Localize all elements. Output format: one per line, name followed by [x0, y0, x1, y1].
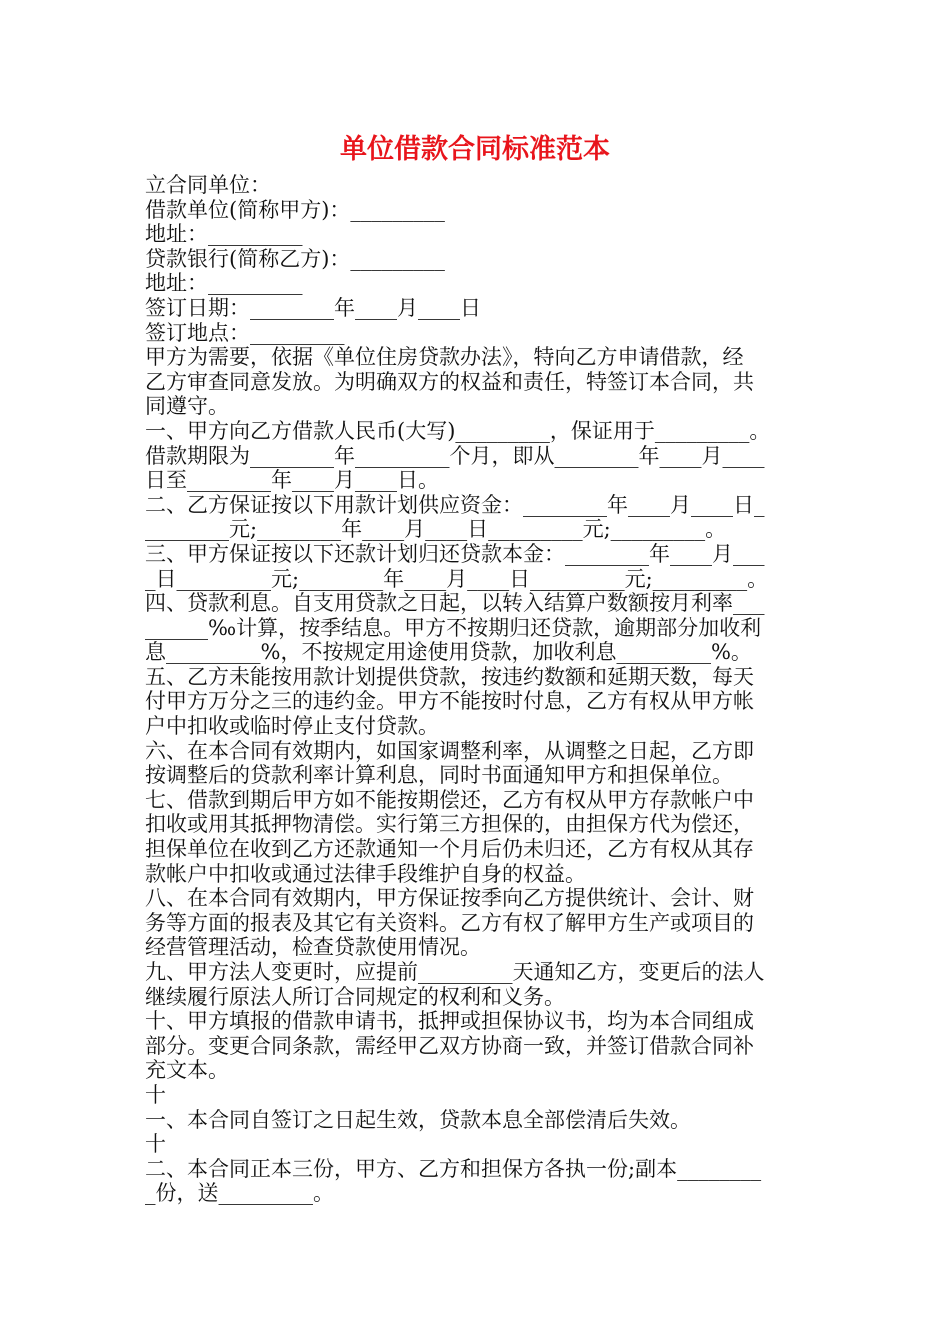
contract-line: 一、甲方向乙方借款人民币(大写)_________，保证用于_________。: [145, 418, 771, 443]
contract-line: 贷款银行(简称乙方)：_________: [145, 246, 445, 271]
contract-line: 签订地点：_________: [145, 320, 345, 345]
contract-line: 借款单位(简称甲方)：_________: [145, 197, 445, 222]
contract-line: _日_________元;________年____月____日_________元;_________。: [145, 566, 769, 591]
contract-line: 户中扣收或临时停止支付贷款。: [145, 714, 439, 739]
contract-line: 部分。变更合同条款，需经甲乙双方协商一致，并签订借款合同补: [145, 1033, 754, 1058]
contract-line: 款帐户中扣收或通过法律手段维护自身的权益。: [145, 861, 586, 886]
contract-line: 地址：_________: [145, 271, 303, 296]
contract-line: 八、在本合同有效期内，甲方保证按季向乙方提供统计、会计、财: [145, 886, 754, 911]
contract-line: 五、乙方未能按用款计划提供贷款，按违约数额和延期天数，每天: [145, 664, 754, 689]
contract-line: 立合同单位：: [145, 173, 271, 197]
contract-line: 务等方面的报表及其它有关资料。乙方有权了解甲方生产或项目的: [145, 910, 754, 935]
contract-line: 经营管理活动，检查贷款使用情况。: [145, 935, 481, 960]
contract-line: 担保单位在收到乙方还款通知一个月后仍未归还，乙方有权从其存: [145, 837, 754, 862]
contract-line: 六、在本合同有效期内，如国家调整利率，从调整之日起，乙方即: [145, 738, 754, 763]
contract-line: 四、贷款利息。自支用贷款之日起，以转入结算户数额按月利率___: [145, 591, 765, 616]
contract-line: ________元;________年____月____日_________元;_________。: [145, 517, 727, 542]
contract-line: 付甲方万分之三的违约金。甲方不能按时付息，乙方有权从甲方帐: [145, 689, 754, 714]
document-title: 单位借款合同标准范本: [340, 134, 610, 165]
contract-line: 扣收或用其抵押物清偿。实行第三方担保的，由担保方代为偿还，: [145, 812, 754, 837]
contract-line: 七、借款到期后甲方如不能按期偿还，乙方有权从甲方存款帐户中: [145, 787, 754, 812]
contract-line: 签订日期：________年____月____日: [145, 295, 481, 320]
contract-line: 充文本。: [145, 1058, 229, 1083]
contract-body: [145, 173, 815, 1206]
contract-line: 息_________%，不按规定用途使用贷款，加收利息_________%。: [145, 640, 752, 665]
contract-line: 九、甲方法人变更时，应提前_________天通知乙方，变更后的法人: [145, 960, 765, 984]
contract-line: 按调整后的贷款利率计算利息，同时书面通知甲方和担保单位。: [145, 763, 733, 788]
contract-line: 三、甲方保证按以下还款计划归还贷款本金：________年____月___: [145, 541, 765, 566]
contract-line: 日至________年____月____日。: [145, 468, 439, 493]
contract-line: 继续履行原法人所订合同规定的权利和义务。: [145, 984, 565, 1009]
contract-line: 十: [145, 1132, 166, 1157]
contract-line: 十: [145, 1082, 166, 1107]
contract-line: 借款期限为________年_________个月，即从________年____月____: [145, 443, 765, 468]
contract-line: _份，送_________。: [145, 1181, 334, 1206]
contract-line: 甲方为需要，依据《单位住房贷款办法》，特向乙方申请借款，经: [145, 345, 744, 370]
contract-line: 一、本合同自签订之日起生效，贷款本息全部偿清后失效。: [145, 1107, 691, 1132]
contract-line: ______‰计算，按季结息。甲方不按期归还贷款，逾期部分加收利: [145, 615, 762, 640]
contract-line: 二、乙方保证按以下用款计划供应资金：________年____月____日_: [145, 492, 765, 517]
contract-line: 地址：_________: [145, 222, 303, 247]
contract-line: 乙方审查同意发放。为明确双方的权益和责任，特签订本合同，共: [145, 369, 754, 394]
contract-line: 十、甲方填报的借款申请书，抵押或担保协议书，均为本合同组成: [145, 1009, 754, 1034]
contract-line: 二、本合同正本三份，甲方、乙方和担保方各执一份;副本________: [145, 1156, 762, 1181]
contract-line: 同遵守。: [145, 394, 229, 419]
